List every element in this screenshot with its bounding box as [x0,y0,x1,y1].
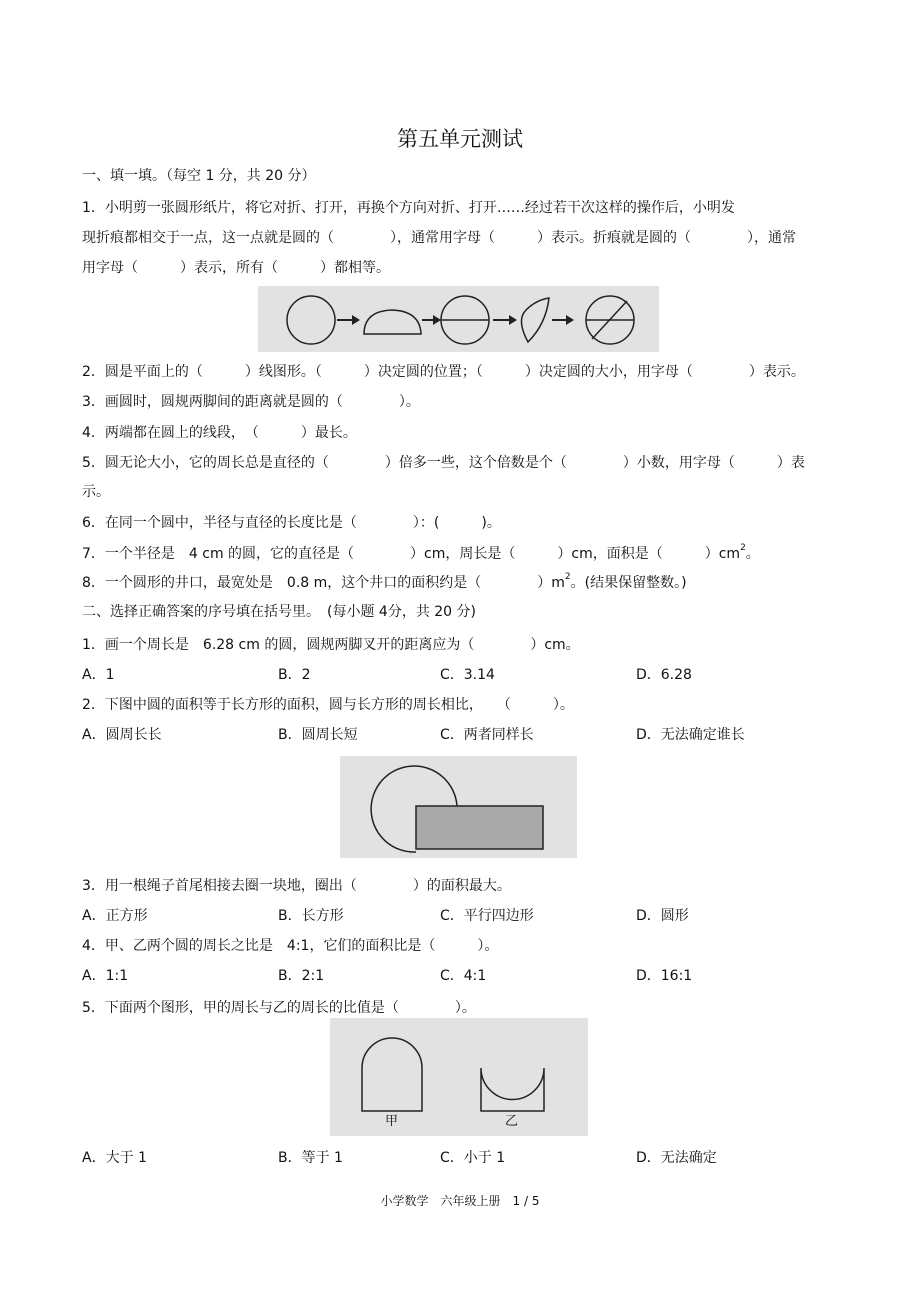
s2-q1-option-b: B．2 [278,667,311,683]
s2-q2-option-d: D．无法确定谁长 [636,727,745,743]
s2-q3-option-b: B．长方形 [278,908,344,924]
s1-q8-end: 。(结果保留整数。) [570,575,687,591]
s2-q4-option-a: A．1:1 [82,968,129,984]
s1-q3: 3．画圆时，圆规两脚间的距离就是圆的（ ）。 [82,394,420,410]
s2-q5-option-a: A．大于 1 [82,1150,147,1166]
s1-q1-line1: 1．小明剪一张圆形纸片，将它对折、打开，再换个方向对折、打开……经过若干次这样的操作后，小明发 [82,200,735,216]
s2-q5-option-b: B．等于 1 [278,1150,343,1166]
s1-q7-end: 。 [745,546,760,562]
circle-rectangle-figure [340,756,577,858]
section1-heading: 一、填一填。（每空 1 分，共 20 分） [82,168,316,184]
folding-circle-figure [258,286,659,352]
page-footer: 小学数学 六年级上册 1 / 5 [380,1194,540,1208]
page-title: 第五单元测试 [397,127,523,151]
s1-q8 [82,574,687,594]
s2-q3-option-d: D．圆形 [636,908,689,924]
s2-q1-option-a: A．1 [82,667,115,683]
s1-q4: 4．两端都在圆上的线段， （ ）最长。 [82,425,357,441]
s1-q5-line1: 5．圆无论大小，它的周长总是直径的（ ）倍多一些，这个倍数是个（ ）小数，用字母（ ）表 [82,455,805,471]
s2-q5-option-d: D．无法确定 [636,1150,717,1166]
s1-q1-line2: 现折痕都相交于一点，这一点就是圆的（ ），通常用字母（ ）表示。折痕就是圆的（ ），通常 [82,230,796,246]
s2-q2-option-c: C．两者同样长 [440,727,534,743]
s2-q3-option-c: C．平行四边形 [440,908,534,924]
s2-q4-option-b: B．2:1 [278,968,325,984]
s2-q2-option-b: B．圆周长短 [278,727,358,743]
s2-q5: 5．下面两个图形，甲的周长与乙的周长的比值是（ ）。 [82,1000,476,1016]
s1-q7-superscript: 2 [740,543,746,553]
jia-yi-figure [330,1018,588,1136]
figure-label-jia: 甲 [385,1114,399,1129]
s1-q7-text: 7．一个半径是 4 cm 的圆，它的直径是（ ）cm，周长是（ ）cm，面积是（ ）cm [82,546,741,562]
s2-q4: 4．甲、乙两个圆的周长之比是 4:1，它们的面积比是（ ）。 [82,938,499,954]
section2-heading: 二、选择正确答案的序号填在括号里。 (每小题 4分，共 20 分) [82,604,476,620]
s2-q5-option-c: C．小于 1 [440,1150,506,1166]
s2-q2: 2．下图中圆的面积等于长方形的面积，圆与长方形的周长相比， （ ）。 [82,697,574,713]
s2-q4-option-d: D．16:1 [636,968,693,984]
s2-q3-option-a: A．正方形 [82,908,148,924]
s1-q6: 6．在同一个圆中，半径与直径的长度比是（ ）：( )。 [82,515,501,531]
s1-q1-line3: 用字母（ ）表示，所有（ ）都相等。 [82,260,390,276]
s2-q4-option-c: C．4:1 [440,968,487,984]
s1-q8-text: 8．一个圆形的井口，最宽处是 0.8 m，这个井口的面积约是（ ）m [82,575,565,591]
s2-q2-option-a: A．圆周长长 [82,727,162,743]
s1-q2: 2．圆是平面上的（ ）线图形。（ ）决定圆的位置；（ ）决定圆的大小，用字母（ ）表示。 [82,364,805,380]
s1-q8-superscript: 2 [564,572,571,582]
s1-q7 [82,545,760,565]
s2-q1-option-c: C．3.14 [440,667,495,683]
figure-label-yi: 乙 [505,1114,519,1129]
s1-q5-line2: 示。 [82,484,110,500]
s2-q1: 1．画一个周长是 6.28 cm 的圆，圆规两脚叉开的距离应为（ ）cm。 [82,637,580,653]
s2-q3: 3．用一根绳子首尾相接去圈一块地，圈出（ ）的面积最大。 [82,878,511,894]
s2-q1-option-d: D．6.28 [636,667,692,683]
